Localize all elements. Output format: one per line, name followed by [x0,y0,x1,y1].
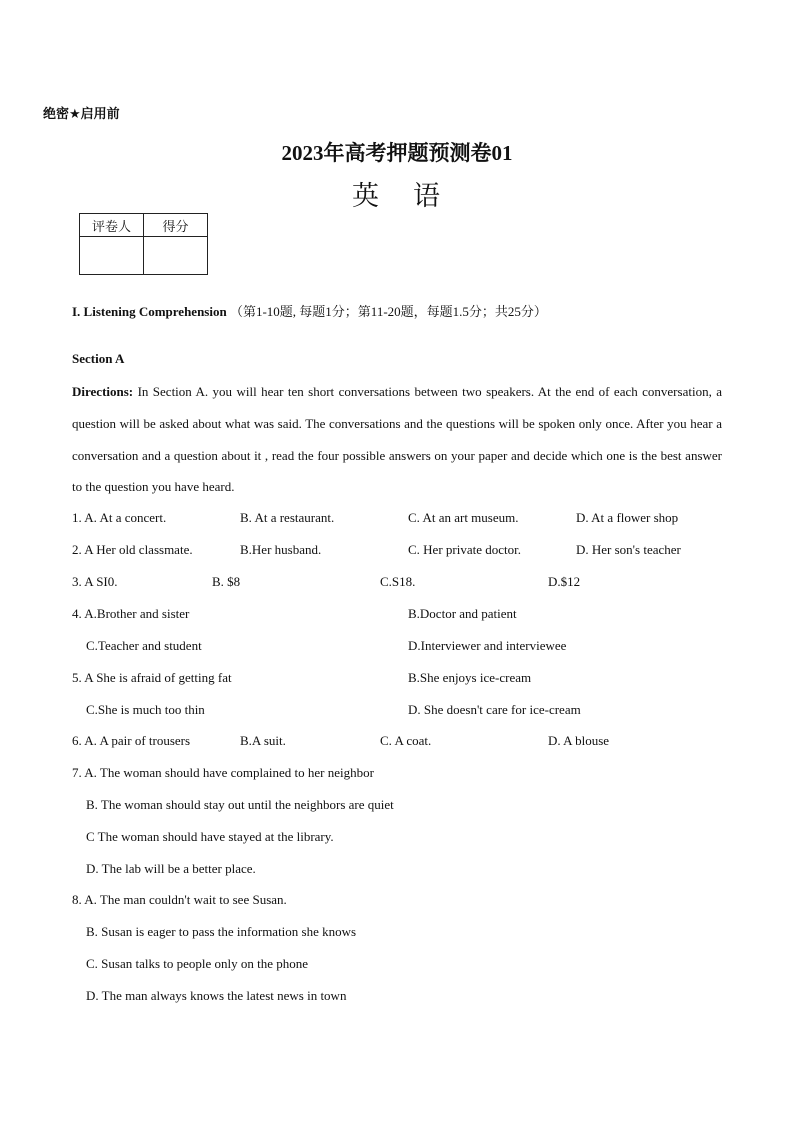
part-title: I. Listening Comprehension [72,304,227,319]
q8-option-c: C. Susan talks to people only on the phone [86,956,309,971]
subject-char-2: 语 [413,181,442,212]
directions-text: In Section A. you will hear ten short conversations between two speakers. At the end of each conversation, a question will be asked about what was said. The conversations and the questions will be spoken only once. After you hear a conversation and a question about it , read the four possible answers on your paper and decide which one is the best answer to the question you have heard. [72,384,722,495]
q1-option-a: 1. A. At a concert. [72,510,167,525]
q2-option-b: B.Her husband. [240,542,322,557]
score-header: 得分 [144,214,208,237]
q4-option-b: B.Doctor and patient [408,606,517,621]
q4-option-d: D.Interviewer and interviewee [408,638,567,653]
q6-option-d: D. A blouse [548,733,610,748]
q5-option-a: 5. A She is afraid of getting fat [72,670,232,685]
q3-option-b: B. $8 [212,574,241,589]
grader-score-table [79,213,208,275]
score-cell[interactable] [144,237,208,275]
q1-option-d: D. At a flower shop [576,510,679,525]
q8-option-d: D. The man always knows the latest news in town [86,988,347,1003]
q6-option-c: C. A coat. [380,733,432,748]
exam-title: 2023年高考押题预测卷01 [281,141,513,165]
q8-option-b: B. Susan is eager to pass the information she knows [86,924,357,939]
q1-option-c: C. At an art museum. [408,510,519,525]
q4-option-a: 4. A.Brother and sister [72,606,190,621]
q7-option-a: 7. A. The woman should have complained to her neighbor [72,765,374,780]
directions-label: Directions: [72,384,134,399]
part-scoring: （第1-10题, 每题1分；第11-20题，每题1.5分；共25分） [229,304,547,319]
grader-header: 评卷人 [80,214,144,237]
section-title: Section A [72,351,125,366]
subject-char-1: 英 [352,181,381,212]
q5-option-c: C.She is much too thin [86,702,205,717]
directions-paragraph [72,376,722,503]
q8-option-a: 8. A. The man couldn't wait to see Susan. [72,892,287,907]
q1-option-b: B. At a restaurant. [240,510,335,525]
q7-option-d: D. The lab will be a better place. [86,861,256,876]
subject-title [0,174,794,213]
q7-option-c: C The woman should have stayed at the library. [86,829,334,844]
q4-option-c: C.Teacher and student [86,638,202,653]
q6-option-b: B.A suit. [240,733,286,748]
q7-option-b: B. The woman should stay out until the neighbors are quiet [86,797,394,812]
part-heading [72,301,547,320]
q5-option-d: D. She doesn't care for ice-cream [408,702,581,717]
q3-option-a: 3. A SI0. [72,574,118,589]
grader-cell[interactable] [80,237,144,275]
q5-option-b: B.She enjoys ice-cream [408,670,532,685]
q3-option-c: C.S18. [380,574,416,589]
q6-option-a: 6. A. A pair of trousers [72,733,191,748]
q3-option-d: D.$12 [548,574,581,589]
q2-option-d: D. Her son's teacher [576,542,681,557]
q2-option-a: 2. A Her old classmate. [72,542,193,557]
q2-option-c: C. Her private doctor. [408,542,521,557]
confidential-label: 绝密★启用前 [43,107,120,122]
